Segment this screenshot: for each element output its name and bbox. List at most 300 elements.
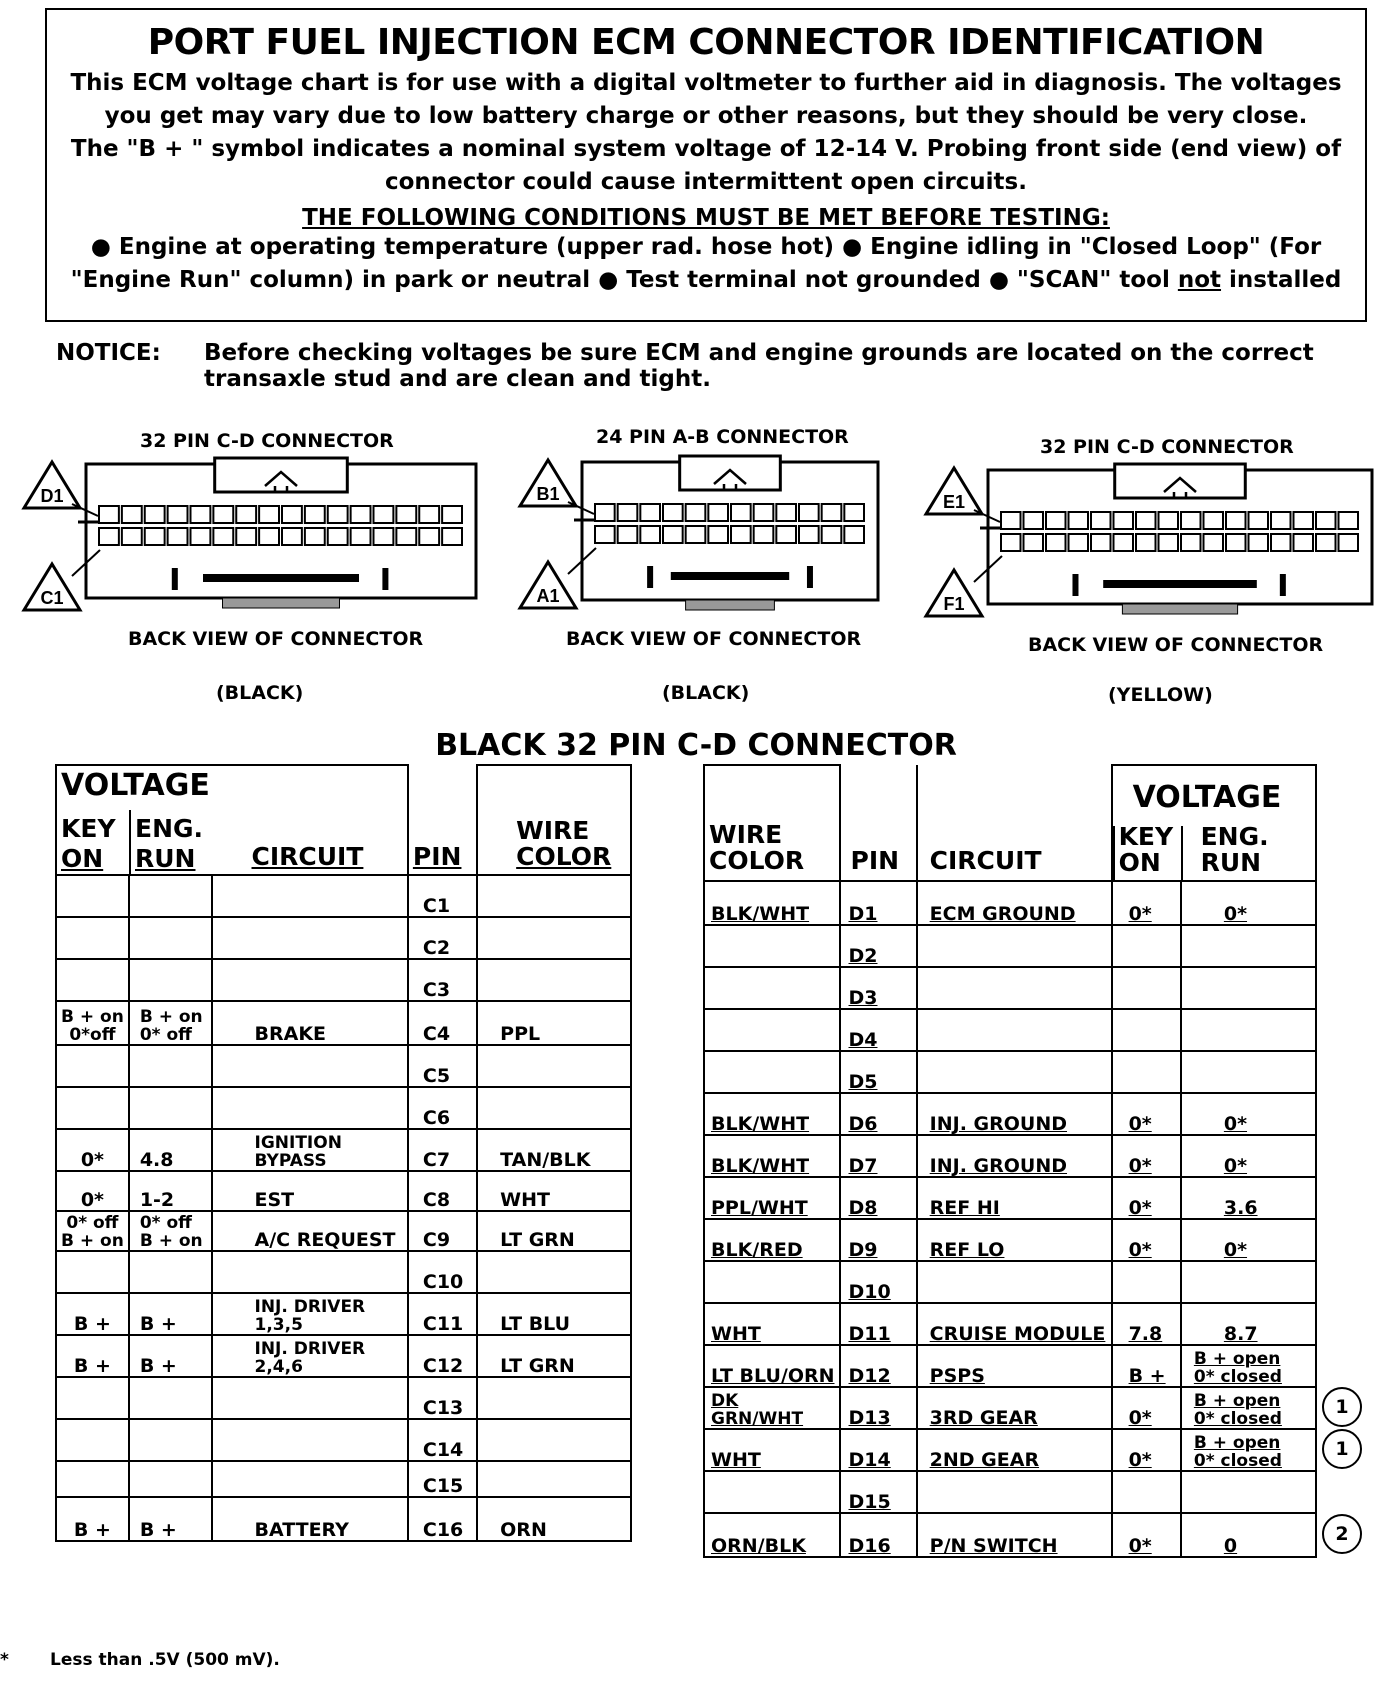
eng-run-cell: 1-2: [129, 1171, 212, 1211]
key-header: KEY: [1118, 822, 1174, 851]
page-title: PORT FUEL INJECTION ECM CONNECTOR IDENTIFICATION: [147, 22, 1265, 63]
circuit-cell: [917, 1051, 1112, 1093]
wire-cell: [477, 1377, 631, 1419]
pin-cavity: [1114, 512, 1134, 529]
pin-cavity: [1204, 534, 1224, 551]
table-row: [56, 1129, 631, 1171]
pin-cavity: [1316, 512, 1336, 529]
circuit-cell: [917, 1261, 1112, 1303]
pin-cavity: [351, 528, 371, 545]
left-table-body: [56, 875, 631, 1541]
table-row: [704, 925, 1316, 967]
connector-key-post: [172, 568, 178, 590]
pin-cavity: [1069, 534, 1089, 551]
run-header: RUN: [1200, 848, 1262, 877]
color-header: COLOR: [709, 846, 805, 875]
connector-color: (YELLOW): [1108, 684, 1213, 706]
wire-cell: WHT: [477, 1171, 631, 1211]
pin-cell: D11: [840, 1303, 917, 1345]
circuit-cell: [917, 925, 1112, 967]
key-on-cell: 0*: [1112, 1219, 1181, 1261]
pin-cavity: [754, 526, 774, 543]
pin-cavity: [419, 506, 439, 523]
table-header-row: [56, 765, 631, 875]
table-row: [704, 1051, 1316, 1093]
wire-cell: LT BLU: [477, 1293, 631, 1335]
pin-cell: D13: [840, 1387, 917, 1429]
circuit-cell: P/N SWITCH: [917, 1513, 1112, 1557]
pin-cavity: [1271, 512, 1291, 529]
wire-cell: LT GRN: [477, 1211, 631, 1251]
pin-cavity: [663, 526, 683, 543]
intro-line: connector could cause intermittent open circuits.: [385, 169, 1027, 195]
pin-header: PIN: [408, 765, 477, 875]
pin-cavity: [686, 504, 706, 521]
circuit-cell: [212, 959, 408, 1001]
key-on-cell: 0*: [56, 1129, 129, 1171]
wire-cell: BLK/WHT: [704, 881, 840, 925]
table-caption: BLACK 32 PIN C-D CONNECTOR: [435, 728, 957, 763]
table-row: [56, 959, 631, 1001]
pin-cavity: [1226, 534, 1246, 551]
pin-cavity: [1181, 512, 1201, 529]
eng-run-cell: B +: [129, 1335, 212, 1377]
pin-cell: C7: [408, 1129, 477, 1171]
eng-run-cell: [129, 917, 212, 959]
connector-title: 24 PIN A-B CONNECTOR: [596, 426, 849, 448]
pin-cavity: [754, 504, 774, 521]
pin-cavity: [1001, 512, 1021, 529]
table-row: [56, 1251, 631, 1293]
pin-cavity: [1159, 534, 1179, 551]
eng-run-cell: [129, 1377, 212, 1419]
pin-cell: D7: [840, 1135, 917, 1177]
table-row: [704, 1471, 1316, 1513]
connector-latch: [1115, 464, 1246, 498]
key-on-cell: 7.8: [1112, 1303, 1181, 1345]
wire-color-header: [704, 765, 840, 881]
pin-cavity: [145, 528, 165, 545]
eng-run-cell: [1181, 1261, 1316, 1303]
connector-key-post: [1072, 574, 1078, 596]
wire-cell: [477, 875, 631, 917]
wire-cell: ORN: [477, 1497, 631, 1541]
pin-cell: C9: [408, 1211, 477, 1251]
key-on-cell: 0*: [1112, 1093, 1181, 1135]
circuit-cell: [212, 1461, 408, 1497]
pin-cavity: [1181, 534, 1201, 551]
right-table-body: [704, 881, 1316, 1557]
pin-cavity: [213, 528, 233, 545]
connector-key-post: [382, 568, 388, 590]
intro-line: The "B + " symbol indicates a nominal system voltage of 12-14 V. Probing front side (end view) of: [70, 136, 1342, 162]
eng-run-header: [135, 814, 203, 874]
pin-cavity: [1316, 534, 1336, 551]
connector-key-post: [1280, 574, 1286, 596]
pin-cavity: [776, 526, 796, 543]
pin-cell: D1: [840, 881, 917, 925]
intro-line: This ECM voltage chart is for use with a digital voltmeter to further aid in diagnosis. The voltages: [70, 70, 1342, 96]
pin-cavity: [1294, 534, 1314, 551]
table-row: [56, 1293, 631, 1335]
voltage-header: VOLTAGE: [61, 768, 210, 803]
pin-cavity: [236, 528, 256, 545]
table-row: [704, 967, 1316, 1009]
eng-run-cell: 0*: [1181, 1219, 1316, 1261]
circuit-header: CIRCUIT: [212, 765, 408, 875]
table-row: [56, 1497, 631, 1541]
circuit-cell: INJ. GROUND: [917, 1093, 1112, 1135]
key-on-cell: B +: [1112, 1345, 1181, 1387]
table-row: [704, 1177, 1316, 1219]
wire-header: WIRE: [709, 820, 783, 849]
pin-cavity: [122, 506, 142, 523]
table-row: [704, 1387, 1316, 1429]
pin-cavity: [213, 506, 233, 523]
pin-cavity: [708, 504, 728, 521]
conditions-line-part: installed: [1221, 267, 1342, 293]
pin-cavity: [1046, 534, 1066, 551]
pin-cavity: [731, 526, 751, 543]
pin-cavity: [396, 528, 416, 545]
pin-cavity: [1271, 534, 1291, 551]
voltage-header-cell: [1112, 765, 1316, 881]
pin-cavity: [1136, 512, 1156, 529]
wire-cell: [704, 925, 840, 967]
key-on-cell: [1112, 1261, 1181, 1303]
pin-cavity: [595, 526, 615, 543]
pin-cell: D4: [840, 1009, 917, 1051]
key-on-cell: [1112, 1051, 1181, 1093]
key-on-cell: B +: [56, 1335, 129, 1377]
eng-run-cell: [129, 1419, 212, 1461]
pin-cavity: [1226, 512, 1246, 529]
pin-cavity: [1294, 512, 1314, 529]
connector-color: (BLACK): [216, 682, 304, 704]
eng-run-cell: [1181, 1009, 1316, 1051]
pin-cavity: [844, 504, 864, 521]
wire-cell: [477, 1461, 631, 1497]
pin-cavity: [145, 506, 165, 523]
left-pin-table: [55, 764, 632, 1542]
table-row: [704, 1345, 1316, 1387]
circuit-cell: [917, 1471, 1112, 1513]
pin-cell: C11: [408, 1293, 477, 1335]
conditions-text: [67, 231, 1345, 297]
key-on-cell: [56, 1087, 129, 1129]
wire-cell: WHT: [704, 1303, 840, 1345]
pin-cell: C16: [408, 1497, 477, 1541]
pin-cell: C8: [408, 1171, 477, 1211]
wire-cell: ORN/BLK: [704, 1513, 840, 1557]
eng-run-cell: [129, 1087, 212, 1129]
pin-cavity: [351, 506, 371, 523]
eng-run-cell: B + open 0* closed: [1181, 1387, 1316, 1429]
connector-title: 32 PIN C-D CONNECTOR: [140, 430, 394, 452]
pin-cavity: [595, 504, 615, 521]
eng-run-cell: B + on 0* off: [129, 1001, 212, 1045]
key-on-cell: 0*: [1112, 1387, 1181, 1429]
eng-run-cell: [129, 875, 212, 917]
circuit-cell: INJ. DRIVER 2,4,6: [212, 1335, 408, 1377]
pin-cavity: [1339, 534, 1359, 551]
eng-run-cell: 0* off B + on: [129, 1211, 212, 1251]
key-on-cell: 0*: [1112, 1135, 1181, 1177]
pin-cavity: [1204, 512, 1224, 529]
wire-cell: TAN/BLK: [477, 1129, 631, 1171]
eng-run-cell: 0: [1181, 1513, 1316, 1557]
notice-label: NOTICE:: [56, 340, 161, 366]
eng-run-cell: 3.6: [1181, 1177, 1316, 1219]
circuit-cell: ECM GROUND: [917, 881, 1112, 925]
table-header-row: [704, 765, 1316, 881]
connector-diagram: [520, 456, 878, 610]
wire-cell: WHT: [704, 1429, 840, 1471]
pin-cell: D14: [840, 1429, 917, 1471]
circuit-cell: [917, 967, 1112, 1009]
key-on-cell: [56, 875, 129, 917]
pin-cell: C15: [408, 1461, 477, 1497]
connector-diagram: [24, 458, 476, 610]
pin-cavity: [1046, 512, 1066, 529]
pin-cavity: [1249, 512, 1269, 529]
notice-text: Before checking voltages be sure ECM and engine grounds are located on the correct transaxle stud and are clean and tight.: [204, 340, 1314, 392]
circuit-cell: [212, 1251, 408, 1293]
connector-key-post: [647, 566, 653, 588]
table-row: [56, 917, 631, 959]
eng-run-cell: 0*: [1181, 881, 1316, 925]
circuit-cell: BRAKE: [212, 1001, 408, 1045]
eng-run-cell: 8.7: [1181, 1303, 1316, 1345]
pin-cavity: [191, 506, 211, 523]
pin-marker-label: A1: [536, 586, 560, 606]
connector-view-label: BACK VIEW OF CONNECTOR: [1028, 634, 1324, 656]
table-row: [704, 1135, 1316, 1177]
wire-color-header: [477, 765, 631, 875]
conditions-line: ● Engine at operating temperature (upper rad. hose hot) ● Engine idling in "Closed Loop" (For: [90, 234, 1322, 260]
wire-cell: BLK/WHT: [704, 1093, 840, 1135]
connector-view-label: BACK VIEW OF CONNECTOR: [566, 628, 862, 650]
wire-cell: PPL/WHT: [704, 1177, 840, 1219]
circuit-cell: [212, 1087, 408, 1129]
table-row: [56, 1001, 631, 1045]
pin-cavity: [442, 528, 462, 545]
eng-run-cell: B + open 0* closed: [1181, 1429, 1316, 1471]
connector-tab: [223, 598, 340, 608]
wire-cell: PPL: [477, 1001, 631, 1045]
pin-marker-label: B1: [536, 484, 560, 504]
pin-cell: C12: [408, 1335, 477, 1377]
table-row: [56, 1419, 631, 1461]
pin-marker-label: D1: [40, 486, 64, 506]
conditions-line: [67, 264, 1345, 297]
circuit-cell: [212, 1045, 408, 1087]
connector-key-bar: [203, 574, 359, 582]
circuit-cell: INJ. DRIVER 1,3,5: [212, 1293, 408, 1335]
pin-cell: D6: [840, 1093, 917, 1135]
pin-cavity: [99, 528, 119, 545]
eng-run-cell: 4.8: [129, 1129, 212, 1171]
key-on-cell: 0*: [1112, 1177, 1181, 1219]
pin-cell: C3: [408, 959, 477, 1001]
pin-cavity: [799, 504, 819, 521]
circuit-cell: [917, 1009, 1112, 1051]
wire-cell: [477, 1045, 631, 1087]
header-box: [45, 8, 1367, 322]
wire-cell: BLK/WHT: [704, 1135, 840, 1177]
table-row: [704, 881, 1316, 925]
pin-cavity: [1136, 534, 1156, 551]
pin-cell: C2: [408, 917, 477, 959]
pin-cell: C13: [408, 1377, 477, 1419]
pin-cavity: [776, 504, 796, 521]
eng-run-cell: [1181, 1051, 1316, 1093]
pin-cavity: [822, 504, 842, 521]
on-header: ON: [1118, 848, 1161, 877]
pin-cavity: [686, 526, 706, 543]
pin-cavity: [374, 528, 394, 545]
eng-header: ENG.: [135, 814, 204, 843]
table-row: [56, 1377, 631, 1419]
pin-cavity: [640, 504, 660, 521]
key-on-cell: [1112, 967, 1181, 1009]
pin-cell: D12: [840, 1345, 917, 1387]
pin-cell: C10: [408, 1251, 477, 1293]
key-on-cell: [56, 1419, 129, 1461]
table-row: [56, 875, 631, 917]
key-on-cell: B +: [56, 1497, 129, 1541]
note-marker-circle: 1: [1322, 1429, 1362, 1469]
pin-marker-label: C1: [40, 588, 64, 608]
circuit-cell: REF HI: [917, 1177, 1112, 1219]
eng-run-cell: 0*: [1181, 1093, 1316, 1135]
pin-cavity: [99, 506, 119, 523]
pin-cavity: [1159, 512, 1179, 529]
pin-cell: D5: [840, 1051, 917, 1093]
wire-cell: [704, 967, 840, 1009]
pin-cavity: [1091, 512, 1111, 529]
pin-cavity: [168, 528, 188, 545]
table-row: [704, 1303, 1316, 1345]
circuit-cell: A/C REQUEST: [212, 1211, 408, 1251]
circuit-cell: [212, 1419, 408, 1461]
table-row: [704, 1219, 1316, 1261]
key-on-cell: [56, 1461, 129, 1497]
key-header: KEY: [61, 814, 116, 843]
conditions-line-part: "Engine Run" column) in park or neutral ● Test terminal not grounded ● "SCAN" tool: [70, 267, 1178, 293]
pin-cavity: [1001, 534, 1021, 551]
connector-diagram: [926, 464, 1372, 616]
connector-tab: [1122, 604, 1237, 614]
eng-run-cell: [129, 1461, 212, 1497]
circuit-cell: INJ. GROUND: [917, 1135, 1112, 1177]
footnote-text: Less than .5V (500 mV).: [50, 1650, 280, 1670]
connector-key-bar: [671, 572, 789, 580]
pin-cavity: [259, 528, 279, 545]
note-marker-circle: 2: [1322, 1514, 1362, 1554]
pin-cavity: [618, 504, 638, 521]
pin-cavity: [1091, 534, 1111, 551]
eng-run-cell: B +: [129, 1293, 212, 1335]
circuit-cell: [212, 1377, 408, 1419]
key-on-cell: [1112, 925, 1181, 967]
pin-cavity: [731, 504, 751, 521]
intro-line: you get may vary due to low battery charge or other reasons, but they should be very close.: [104, 103, 1308, 129]
pin-cavity: [305, 506, 325, 523]
pin-cell: C14: [408, 1419, 477, 1461]
voltage-header-cell: [56, 765, 212, 875]
wire-cell: [704, 1261, 840, 1303]
pin-cavity: [282, 506, 302, 523]
eng-run-cell: B + open 0* closed: [1181, 1345, 1316, 1387]
pin-cavity: [305, 528, 325, 545]
circuit-cell: BATTERY: [212, 1497, 408, 1541]
pin-cell: D15: [840, 1471, 917, 1513]
right-pin-table: [703, 764, 1317, 1558]
pin-cavity: [663, 504, 683, 521]
pin-cell: D9: [840, 1219, 917, 1261]
pin-cavity: [282, 528, 302, 545]
connector-latch: [680, 456, 781, 490]
table-row: [56, 1087, 631, 1129]
wire-cell: LT GRN: [477, 1335, 631, 1377]
wire-cell: [477, 917, 631, 959]
key-on-cell: 0* off B + on: [56, 1211, 129, 1251]
circuit-cell: 3RD GEAR: [917, 1387, 1112, 1429]
wire-cell: [477, 1087, 631, 1129]
pin-cavity: [1024, 534, 1044, 551]
circuit-cell: REF LO: [917, 1219, 1112, 1261]
pin-cavity: [191, 528, 211, 545]
table-row: [704, 1009, 1316, 1051]
circuit-cell: EST: [212, 1171, 408, 1211]
intro-text: [67, 67, 1345, 199]
key-on-cell: [56, 917, 129, 959]
eng-run-cell: [129, 1045, 212, 1087]
key-on-cell: [56, 959, 129, 1001]
pin-cavity: [708, 526, 728, 543]
table-row: [56, 1461, 631, 1497]
pin-cavity: [1249, 534, 1269, 551]
pin-cavity: [396, 506, 416, 523]
pin-cavity: [122, 528, 142, 545]
pin-header: PIN: [840, 765, 917, 881]
table-row: [704, 1429, 1316, 1471]
connector-view-label: BACK VIEW OF CONNECTOR: [128, 628, 424, 650]
eng-run-cell: [1181, 1471, 1316, 1513]
table-row: [56, 1045, 631, 1087]
key-on-cell: 0*: [1112, 1513, 1181, 1557]
voltage-header: VOLTAGE: [1132, 780, 1282, 815]
color-header: COLOR: [516, 842, 612, 871]
on-header: ON: [61, 844, 104, 873]
circuit-cell: CRUISE MODULE: [917, 1303, 1112, 1345]
note-marker-circle: 1: [1322, 1387, 1362, 1427]
pin-cavity: [259, 506, 279, 523]
key-on-cell: [56, 1251, 129, 1293]
pin-cell: C5: [408, 1045, 477, 1087]
table-row: [704, 1093, 1316, 1135]
pin-cavity: [328, 528, 348, 545]
eng-header: ENG.: [1200, 822, 1269, 851]
pin-cavity: [822, 526, 842, 543]
circuit-cell: IGNITION BYPASS: [212, 1129, 408, 1171]
connector-latch: [215, 458, 348, 492]
pin-marker-label: E1: [942, 492, 966, 512]
key-on-cell: [1112, 1009, 1181, 1051]
pin-cavity: [618, 526, 638, 543]
circuit-cell: PSPS: [917, 1345, 1112, 1387]
